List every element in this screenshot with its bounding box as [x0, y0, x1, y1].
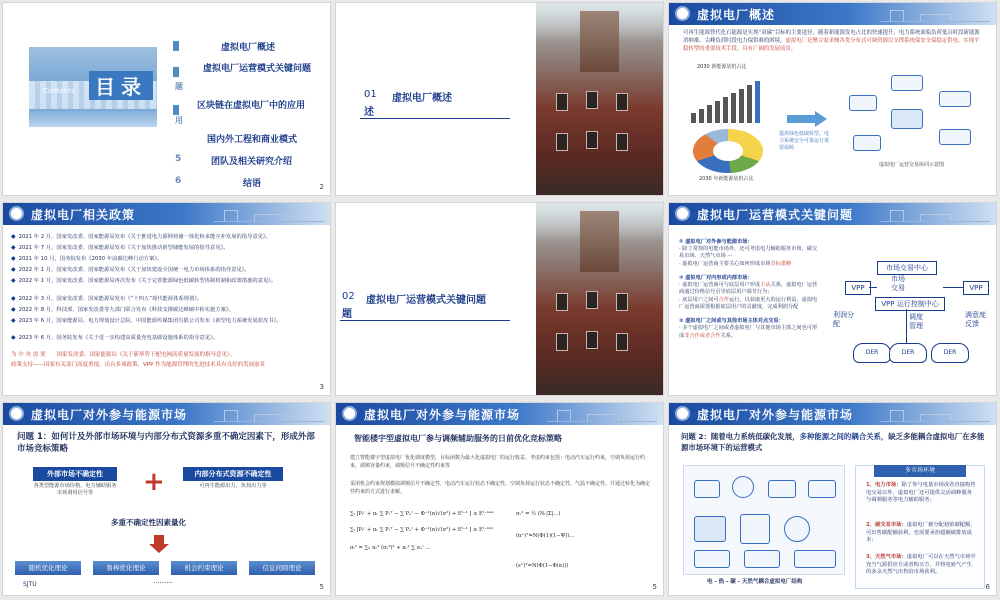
toc-item-2[interactable]: 虚拟电厂运营模式关键问题	[203, 64, 312, 74]
diagram-node	[784, 516, 810, 542]
skyline-decoration-icon	[880, 407, 990, 422]
policy-item: ◆ 2022 年 1 月，国家发改委、国家能源局再次发布《关于完善能源绿色低碳转型体制机制和政策措施的意见》。	[11, 277, 277, 284]
page-number: 3	[319, 383, 324, 391]
der-cloud-1: DER	[853, 343, 891, 363]
toc-marker	[173, 67, 179, 77]
slide-title: 虚拟电厂对外参与能源市场	[364, 408, 521, 422]
intro-paragraph	[683, 29, 983, 53]
slide-header	[3, 203, 330, 225]
market-item-text: 虚拟电厂被分配初始碳配额，可出售碳配额获利，也需要承担超额碳排放成本；	[866, 522, 976, 543]
equation-4: σᵣ² = ½ (Nᵣ|Σ|...)	[516, 511, 561, 517]
ellipsis: ·········	[153, 579, 174, 587]
market-item-electricity	[866, 482, 976, 505]
theory-tab-chance-constrained[interactable]: 机会约束理论	[171, 561, 237, 575]
der-cloud-3: DER	[931, 343, 969, 363]
policy-summary: 政策支持——国家有关部门高度重视，出台多项政策，VPP 作为能源管理的先进技术具有良好的发展前景	[11, 362, 266, 368]
policy-item: ◆ 2022 年 3 月，国家发改委、国家能源局发布《“十四五”现代能源体系规划》。	[11, 295, 203, 302]
question-2-part: 缺乏多能耦合虚拟电厂在多能源市场环境下的运营模式	[681, 432, 985, 452]
section-number: 02	[342, 291, 355, 302]
policy-item: ◆ 2023 年 6 月，国务院发布《关于进一步构建高质量充电基础设施体系的指导意见》。	[11, 334, 218, 341]
page-number: 6	[985, 583, 990, 591]
section-number: 01	[364, 89, 377, 100]
slide-thumbnail-1[interactable]	[3, 3, 330, 195]
market-item-gas	[866, 554, 976, 577]
equation-6: (s⁺)ᵀ=N(Φ(1−Φ(α)))	[516, 563, 569, 569]
campus-building-photo	[536, 203, 663, 395]
diagram-node	[939, 91, 971, 107]
issue-1-point: · 除了常规的电能市场外，还可考虑电力辅助服务市场、碳交易市场、天然气市场 ···	[679, 246, 818, 260]
policy-text: 2022 年 3 月，国家发改委、国家能源局发布《“十四五”现代能源体系规划》。	[18, 296, 203, 302]
sjtu-label: SJTU	[23, 581, 37, 588]
intro-highlight: 虚拟电厂是聚合需求侧各类分布式可调资源以支撑系统保安全保稳定供电、实现平稳转型的重要技术手段，具有广阔的发展前景。	[683, 38, 980, 52]
plus-icon: +	[143, 467, 165, 497]
vpp-control-center-box: VPP 运行控制中心	[875, 297, 945, 311]
skyline-decoration-icon	[880, 207, 990, 222]
question-2-part: 问题 2：随着电力系统低碳化发展，	[681, 432, 800, 441]
issue-2-point: 关系，虚拟电厂运营商通过价格信号引导底层用户调节行为；	[679, 282, 818, 296]
page-number: 5	[652, 583, 657, 591]
contents-title: 目录	[89, 71, 153, 100]
theory-tab-info-gap[interactable]: 信息间隙理论	[249, 561, 315, 575]
toc-item-5[interactable]: 团队及相关研究介绍	[211, 157, 293, 167]
vpp-box-right: VPP	[963, 281, 989, 295]
slide-thumbnail-4[interactable]	[3, 203, 330, 395]
policy-item: ◆ 2021 年 10 月，国务院发布《2030 年前碳达峰行动方案》。	[11, 255, 163, 262]
policy-footnote: 为 中 央 需 要 国家发改委、国家能源局《关于新形势下配电网高质量发展的指导意见》。	[11, 352, 236, 358]
question-2-highlight: 多种能源之间的耦合关系，	[799, 432, 889, 441]
diagram-node	[768, 480, 796, 498]
policy-text: 2022 年 1 月，国家发改委、国家能源局再次发布《关于完善能源绿色低碳转型体制机制和政策措施的意见》。	[18, 278, 277, 284]
issue-3-point: 关系。	[720, 332, 737, 339]
contents-banner-image	[29, 47, 157, 127]
slide-title: 虚拟电厂对外参与能源市场	[697, 408, 854, 422]
diagram-node	[891, 75, 923, 91]
diagram-node	[849, 95, 877, 111]
diagram-node	[694, 516, 726, 542]
equation-2: ∑ₜ [Pₜᶜ + πᵣ ∑ Pᵣᵀ − ∑ Pₑᵛ + Φ⁻¹(α)√(σ²) + Eᵗ⁻¹ ] ≥ Eᵗ⁻ᵐⁱⁿ	[350, 527, 494, 533]
market-item-text: 除了参与电量市场或者直接购售电交易以外，虚拟电厂还可提供灵活调峰服务与调频服务等电力辅助服务；	[866, 482, 976, 503]
quantification-label: 多重不确定性因素量化	[111, 518, 186, 527]
toc-side-label: 题	[175, 82, 183, 91]
capacity-bar-chart	[681, 63, 801, 123]
policy-text: 2022 年 1 月，国家发改委、国家能源局发布《关于加快建设全国统一电力市场体系的指导意见》。	[18, 267, 250, 273]
issue-2-highlight: 主从	[760, 282, 771, 289]
section-title: 虚拟电厂运营模式关键问题	[366, 295, 486, 306]
market-center-box: 市场交易中心	[877, 261, 937, 275]
toc-item-3[interactable]: 区块链在虚拟电厂中的应用	[197, 101, 306, 111]
section-title-wrap: 述	[364, 107, 374, 118]
der-cloud-2: DER	[889, 343, 927, 363]
theory-tab-robust[interactable]: 鲁棒优化理论	[93, 561, 159, 575]
toc-item-6[interactable]: 结语	[243, 179, 262, 189]
question-2-title	[681, 431, 991, 453]
market-item-title: 2、碳交易市场：	[866, 522, 907, 528]
section-underline	[360, 118, 510, 119]
slide-thumbnail-6[interactable]	[669, 203, 996, 395]
university-logo-icon	[342, 406, 357, 421]
diagram-node	[891, 109, 923, 129]
policy-text: 2023 年 6 月，国务院发布《关于进一步构建高质量充电基础设施体系的指导意见》。	[18, 335, 218, 341]
university-logo-icon	[675, 206, 690, 221]
policy-text: 2021 年 10 月，国务院发布《2030 年前碳达峰行动方案》。	[18, 256, 163, 262]
university-logo-icon	[675, 6, 690, 21]
connector	[943, 287, 963, 288]
multi-market-header: 多市场环境	[874, 465, 966, 477]
policy-item: ◆ 2021 年 2 月，国家发改委、国家能源局发布《关于推进电力源网荷储一体化和多能互补发展的指导意见》。	[11, 233, 271, 240]
diagram-node	[853, 135, 881, 151]
issue-1-heading: ① 虚拟电厂对外参与能源市场：	[679, 239, 753, 245]
donut-caption: 2030 年新能源装机占比	[699, 176, 754, 182]
multi-energy-vpp-diagram	[683, 465, 845, 575]
diagram-node	[744, 550, 780, 568]
policy-item: ◆ 2021 年 7 月，国家发改委、国家能源局发布《关于加快推动新型储能发展的指导意见》。	[11, 244, 229, 251]
campus-building-photo	[536, 3, 663, 195]
diagram-caption: 虚拟电厂运营交易协同示意图	[879, 162, 945, 168]
intro-text: 可再生能源替代化石能源是实现“双碳”目标的主要途径，随着新能源发电占比的快速提升，电力系统面临负荷低谷时段新能源消纳难、尖峰负荷时段电力保供难的困境。	[683, 30, 980, 44]
chart-caption: 2030 新能源装机占比	[697, 64, 747, 70]
policy-item: ◆ 2022 年 1 月，国家发改委、国家能源局发布《关于加快建设全国统一电力市场体系的指导意见》。	[11, 266, 250, 273]
policy-text: 2021 年 7 月，国家发改委、国家能源局发布《关于加快推动新型储能发展的指导意见》。	[18, 245, 229, 251]
internal-uncertainty-header: 内部分布式资源不确定性	[183, 467, 283, 481]
skyline-decoration-icon	[214, 407, 324, 422]
market-item-title: 3、天然气市场：	[866, 554, 907, 560]
slide-thumbnail-8[interactable]	[336, 403, 663, 595]
slide-thumbnail-5[interactable]	[336, 203, 663, 395]
diagram-node	[694, 550, 730, 568]
slide-header	[3, 403, 330, 425]
diagram-caption: 电 - 热 - 碳 - 天然气耦合虚拟电厂结构	[707, 579, 803, 585]
issue-1-point: · 虚拟电厂运营商主要关心如何形成市场	[679, 260, 771, 267]
page-number: 5	[319, 583, 324, 591]
slide-header	[336, 403, 663, 425]
page-number: 2	[319, 183, 324, 191]
university-logo-icon	[9, 406, 24, 421]
transition-note: 提供绿色低碳转型、电力系统安全可靠运行重要保障	[779, 131, 830, 151]
toc-item-1[interactable]: 虚拟电厂概述	[221, 43, 276, 53]
slide-header	[669, 403, 996, 425]
question-1-title: 问题 1：如何计及外部市场环境与内部分布式资源多重不确定因素下，形成外部市场竞标策略	[17, 432, 315, 454]
down-arrow-icon	[149, 535, 169, 553]
policy-text: 2022 年 8 月，科技部、国家发改委等九部门联合发布《科技支撑碳达峰碳中和实施方案》。	[18, 307, 234, 313]
theory-tab-stochastic[interactable]: 随机优化理论	[15, 561, 81, 575]
policy-text: 2021 年 2 月，国家发改委、国家能源局发布《关于推进电力源网荷储一体化和多能互补发展的指导意见》。	[18, 234, 271, 240]
issue-3-heading: ③ 虚拟电厂之间或与其他市场主体对点交易：	[679, 318, 784, 325]
issue-2-point: 运行，以获取更大的运行利益，虚拟电厂运营商需要根据底层用户的贡献度，完成利润分配	[679, 296, 818, 310]
vpp-coordination-diagram	[839, 65, 989, 170]
slide-header	[669, 3, 996, 25]
slide-thumbnail-3[interactable]	[669, 3, 996, 195]
section-title-wrap: 题	[342, 309, 352, 320]
section-underline	[340, 320, 510, 321]
toc-side-label-2: 用	[175, 116, 183, 125]
slide-thumbnail-2[interactable]	[336, 3, 663, 195]
chance-constraint-description: 采用机会约束规划模拟调频信号不确定性，电动汽车运行状态不确定性，空调负荷运行状态不确定性，气温不确定性。并通过转化为确定性约束的方式进行求解。	[350, 481, 651, 495]
connector	[869, 287, 877, 288]
profit-distribution-label: 利润分配	[833, 311, 854, 328]
issue-list	[679, 239, 819, 340]
slide-title: 虚拟电厂运营模式关键问题	[697, 208, 854, 222]
diagram-node	[740, 514, 770, 544]
skyline-decoration-icon	[880, 7, 990, 22]
contents-english-label: Contents	[43, 87, 75, 95]
market-item-title: 1、电力市场：	[866, 482, 902, 488]
energy-mix-donut	[693, 129, 763, 173]
university-logo-icon	[9, 206, 24, 221]
model-description: 建立智能楼宇型虚拟电厂优化调度模型，目标函数为最大化虚拟电厂的运行收益，考虑约束包括：电动汽车运行约束，空调负荷运行约束，调频容量约束，调频信号不确定性约束等	[350, 455, 646, 469]
slide-title: 虚拟电厂相关政策	[31, 208, 136, 222]
issue-2-point: · 虚拟电厂运营商可与底层用户形成	[679, 282, 761, 289]
connector	[906, 309, 907, 343]
equation-1: ∑ₜ [Pₜᶜ + πᵣ ∑ Pᵣᵀ − ∑ Pₑᵛ − Φ⁻¹(α)√(σ²) + Eᵗ⁻¹ ] ≤ Eᵗ⁻ᵐᵃˣ	[350, 511, 495, 517]
external-uncertainty-desc: 各类型能源市场价格、电力辅助服务市场调用信号等	[33, 483, 117, 496]
equation-5: (α⁺)ᵀ=N(Φ(1)(1−Ψ))...	[516, 533, 575, 539]
market-item-carbon	[866, 522, 976, 545]
strategy-subtitle: 智能楼宇型虚拟电厂参与调频辅助服务的日前优化竞标策略	[354, 434, 562, 443]
toc-marker	[173, 105, 179, 115]
issue-3-highlight: 非合作或者合作	[684, 332, 721, 339]
diagram-node	[808, 480, 836, 498]
vpp-box-left: VPP	[845, 281, 871, 295]
external-uncertainty-header: 外部市场不确定性	[33, 467, 117, 481]
toc-num-5: 5	[175, 154, 182, 164]
diagram-node	[939, 129, 971, 145]
diagram-node	[732, 476, 754, 498]
issue-1-highlight: 竞标策略	[770, 260, 792, 267]
issue-2-heading: ② 虚拟电厂对内形成内部市场：	[679, 275, 753, 282]
toc-item-4[interactable]: 国内外工程和商业模式	[207, 135, 298, 145]
policy-item: ◆ 2023 年 6 月，国家能源局、电力规划设计总院、中国能源传媒集团有限公司发布《新型电力系统发展蓝皮书》。	[11, 317, 282, 324]
section-title: 虚拟电厂概述	[392, 93, 452, 104]
slide-header	[669, 203, 996, 225]
toc-num-6: 6	[175, 176, 182, 186]
multi-market-card	[855, 465, 985, 589]
slide-title: 虚拟电厂概述	[697, 8, 776, 22]
toc-marker	[173, 41, 179, 51]
university-logo-icon	[675, 406, 690, 421]
skyline-decoration-icon	[547, 407, 657, 422]
policy-text: 2023 年 6 月，国家能源局、电力规划设计总院、中国能源传媒集团有限公司发布《新型电力系统发展蓝皮书》。	[18, 318, 282, 324]
skyline-decoration-icon	[214, 207, 324, 222]
issue-2-highlight: 合作	[718, 296, 730, 303]
issue-3-point: · 多个虚拟电厂之间或者虚拟电厂与其他市场主体之间也可形成	[679, 325, 818, 339]
slide-thumbnail-9[interactable]	[669, 403, 996, 595]
dispatch-label: 调度管理	[909, 313, 923, 330]
equation-3: σₜ² = ∑ₙ πᵣ² (σᵣ²)² + πᵣ² ∑ σₑᵛ ...	[350, 545, 431, 551]
internal-uncertainty-desc: 可再生能源出力、负荷出力等	[199, 483, 267, 489]
policy-item: ◆ 2022 年 8 月，科技部、国家发改委等九部门联合发布《科技支撑碳达峰碳中和实施方案》。	[11, 306, 234, 313]
diagram-node	[694, 480, 720, 498]
issue-2-point: · 底层用户之间可	[679, 296, 719, 303]
satisfaction-label: 满意度反馈	[965, 311, 986, 328]
diagram-node	[794, 550, 836, 568]
slide-thumbnail-7[interactable]	[3, 403, 330, 595]
market-trade-label: 市场交易	[891, 275, 905, 292]
slide-title: 虚拟电厂对外参与能源市场	[31, 408, 188, 422]
market-item-text: 虚拟电厂可以在天然气市场中充当气源供应方或者购买方，并将电转气产生的多余天然气出售给市场获利。	[866, 554, 976, 575]
